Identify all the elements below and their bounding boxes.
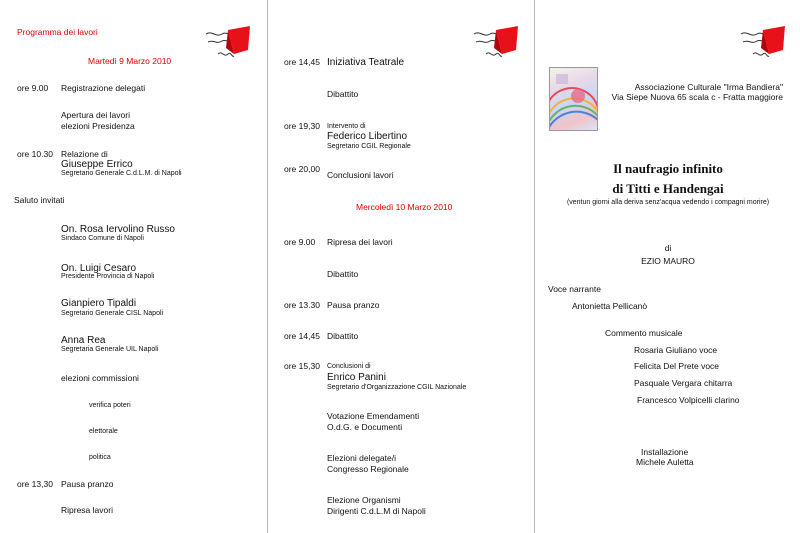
- show-title-line1: Il naufragio infinito: [613, 161, 723, 176]
- speaker-role: Segretario CGIL Regionale: [327, 143, 411, 150]
- agenda-item: Conclusioni di: [327, 363, 371, 370]
- agenda-item: elezioni Presidenza: [61, 121, 135, 131]
- day2-date: Mercoledì 10 Marzo 2010: [356, 202, 453, 212]
- agenda-item: Dibattito: [327, 331, 359, 341]
- show-title-line2: di Titti e Handengai: [612, 181, 724, 196]
- kite-logo-icon: [739, 24, 789, 68]
- kite-logo-icon: [472, 24, 522, 68]
- agenda-item: Ripresa lavori: [61, 505, 113, 515]
- commission-item: politica: [89, 454, 111, 461]
- time-label: ore 14,45: [284, 57, 320, 67]
- agenda-item: Dibattito: [327, 269, 359, 279]
- time-label: ore 9.00: [284, 237, 316, 247]
- agenda-item: O.d.G. e Documenti: [327, 422, 403, 432]
- musician-name: Felicita Del Prete voce: [634, 361, 720, 371]
- agenda-item: Dibattito: [327, 89, 359, 99]
- time-label: ore 13.30: [284, 300, 320, 310]
- speaker-role: Segretario Generale C.d.L.M. di Napoli: [61, 170, 182, 177]
- program-header: Programma dei lavori: [17, 27, 98, 37]
- musician-name: Francesco Volpicelli clarino: [637, 395, 740, 405]
- speaker-name: Federico Libertino: [327, 131, 408, 142]
- time-label: ore 19,30: [284, 121, 320, 131]
- time-label: ore 10.30: [17, 149, 53, 159]
- agenda-item: Votazione Emendamenti: [327, 411, 420, 421]
- guest-name: On. Luigi Cesaro: [61, 263, 137, 274]
- time-label: ore 15,30: [284, 361, 320, 371]
- guest-role: Segretario Generale CISL Napoli: [61, 310, 164, 317]
- agenda-item: elezioni commissioni: [61, 373, 139, 383]
- agenda-item: Intervento di: [327, 123, 366, 130]
- agenda-item: Congresso Regionale: [327, 464, 409, 474]
- author-name: EZIO MAURO: [641, 256, 695, 266]
- kite-logo-icon: [204, 24, 254, 68]
- agenda-item: Pausa pranzo: [327, 300, 380, 310]
- artist-name: Michele Auletta: [636, 457, 694, 467]
- panel-event-info: [534, 0, 800, 533]
- guest-role: Sindaco Comune di Napoli: [61, 235, 144, 242]
- time-label: ore 9.00: [17, 83, 49, 93]
- section-heading: Saluto invitati: [14, 195, 65, 205]
- credit-heading: Commento musicale: [605, 328, 683, 338]
- agenda-item: Elezione Organismi: [327, 495, 401, 505]
- agenda-item: Ripresa dei lavori: [327, 237, 393, 247]
- narrator-name: Antonietta Pellicanò: [572, 301, 648, 311]
- guest-name: On. Rosa Iervolino Russo: [61, 224, 175, 235]
- agenda-item: Apertura dei lavori: [61, 110, 130, 120]
- commission-item: elettorale: [89, 428, 118, 435]
- association-name: Associazione Culturale "Irma Bandiera": [634, 82, 783, 92]
- agenda-item: Conclusioni lavori: [327, 170, 394, 180]
- panel-program-day1: [0, 0, 266, 533]
- agenda-item: Pausa pranzo: [61, 479, 114, 489]
- commission-item: verifica poteri: [89, 402, 131, 409]
- credit-heading: Voce narrante: [548, 284, 601, 294]
- time-label: ore 13,30: [17, 479, 53, 489]
- panel-program-day2: [267, 0, 534, 533]
- time-label: ore 14,45: [284, 331, 320, 341]
- guest-role: Segretaria Generale UIL Napoli: [61, 346, 159, 353]
- show-subtitle: (ventun giorni alla deriva senz'acqua vedendo i compagni morire): [566, 199, 770, 206]
- association-address: Via Siepe Nuova 65 scala c - Fratta maggiore: [611, 92, 783, 102]
- agenda-item: Elezioni delegate/i: [327, 453, 396, 463]
- agenda-item: Iniziativa Teatrale: [327, 57, 405, 68]
- by-label: di: [664, 243, 672, 253]
- artwork-image: [549, 67, 598, 131]
- time-label: ore 20,00: [284, 164, 320, 174]
- guest-name: Gianpiero Tipaldi: [61, 298, 137, 309]
- speaker-name: Giuseppe Errico: [61, 159, 133, 170]
- speaker-role: Segretario d'Organizzazione CGIL Nazionale: [327, 384, 467, 391]
- agenda-item: Dirigenti C.d.L.M di Napoli: [327, 506, 426, 516]
- credit-heading: Installazione: [641, 447, 689, 457]
- day1-date: Martedì 9 Marzo 2010: [88, 56, 172, 66]
- guest-name: Anna Rea: [61, 335, 106, 346]
- speaker-name: Enrico Panini: [327, 372, 386, 383]
- rainbow-painting-icon: [550, 68, 597, 130]
- musician-name: Pasquale Vergara chitarra: [634, 378, 733, 388]
- musician-name: Rosaria Giuliano voce: [634, 345, 718, 355]
- guest-role: Presidente Provincia di Napoli: [61, 273, 155, 280]
- agenda-item: Relazione di: [61, 149, 108, 159]
- agenda-item: Registrazione delegati: [61, 83, 146, 93]
